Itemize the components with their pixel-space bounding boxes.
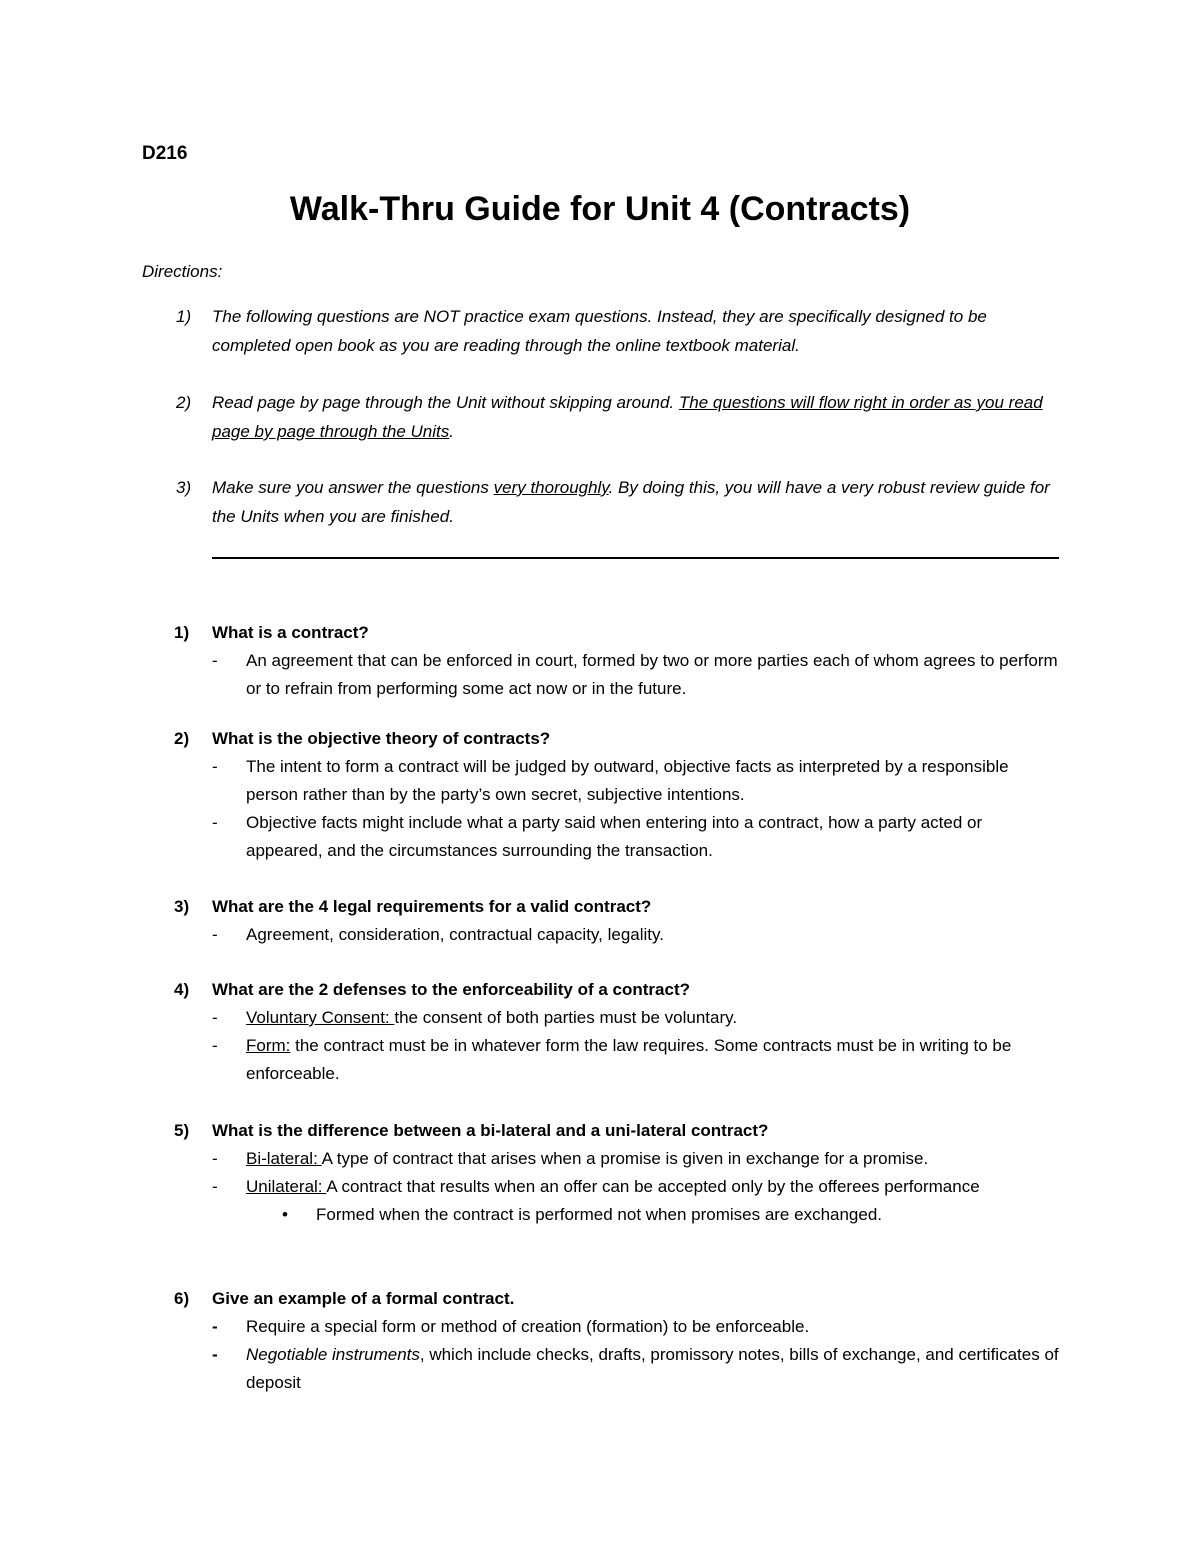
answer-text: the consent of both parties must be voluntary. bbox=[394, 1008, 738, 1027]
dash-bullet: - bbox=[212, 651, 218, 670]
question-number: 3) bbox=[174, 897, 190, 916]
sub-bullet-text: Formed when the contract is performed not when promises are exchanged. bbox=[316, 1205, 883, 1224]
direction-underlined-text: very thoroughly bbox=[493, 478, 609, 497]
answer-text: A contract that results when an offer can be accepted only by the offerees performance bbox=[326, 1177, 980, 1196]
direction-item bbox=[142, 302, 1062, 360]
question-number: 1) bbox=[174, 623, 190, 642]
question-text: What is a contract? bbox=[212, 623, 369, 642]
answer-item bbox=[212, 809, 1062, 865]
dash-bullet: - bbox=[212, 813, 218, 832]
question-block bbox=[142, 619, 1062, 703]
question-title bbox=[142, 1117, 1062, 1145]
dash-bullet: - bbox=[212, 1008, 218, 1027]
dash-bullet: - bbox=[212, 1036, 218, 1055]
question-text: What are the 4 legal requirements for a valid contract? bbox=[212, 897, 652, 916]
answer-item bbox=[212, 753, 1062, 809]
answer-term: Bi-lateral: bbox=[246, 1149, 322, 1168]
question-text: What is the difference between a bi-lateral and a uni-lateral contract? bbox=[212, 1121, 769, 1140]
direction-number: 2) bbox=[176, 393, 192, 412]
section-divider bbox=[212, 557, 1059, 559]
question-block bbox=[142, 893, 1062, 949]
question-block bbox=[142, 976, 1062, 1088]
answer-item bbox=[212, 1004, 1062, 1032]
direction-text-part: Make sure you answer the questions bbox=[212, 478, 494, 497]
question-title bbox=[142, 619, 1062, 647]
question-text: What is the objective theory of contracts? bbox=[212, 729, 551, 748]
sub-bullet-item bbox=[282, 1201, 1062, 1229]
course-code: D216 bbox=[142, 143, 188, 164]
question-block bbox=[142, 1285, 1062, 1397]
answer-item bbox=[212, 1173, 1062, 1201]
question-block bbox=[142, 725, 1062, 865]
dash-bullet: - bbox=[212, 925, 218, 944]
direction-text: The following questions are NOT practice exam questions. Instead, they are specifically designed to be completed open book as you are reading through the online textbook material. bbox=[212, 307, 987, 355]
answer-text: , which include checks, drafts, promissory notes, bills of exchange, and certificates of deposit bbox=[246, 1345, 1059, 1392]
direction-underlined-text: The questions will flow right in order as you read page by page through the Units bbox=[212, 393, 1043, 441]
question-block bbox=[142, 1117, 1062, 1229]
direction-number: 3) bbox=[176, 478, 192, 497]
answer-term: Unilateral: bbox=[246, 1177, 327, 1196]
answer-text: Require a special form or method of creation (formation) to be enforceable. bbox=[246, 1317, 810, 1336]
answer-item bbox=[212, 647, 1062, 703]
dash-bullet: - bbox=[212, 1177, 218, 1196]
direction-number: 1) bbox=[176, 307, 192, 326]
answer-text: the contract must be in whatever form the law requires. Some contracts must be in writing to be enforceable. bbox=[246, 1036, 1012, 1083]
dash-bullet: - bbox=[212, 1149, 218, 1168]
direction-item bbox=[142, 473, 1062, 531]
answer-item bbox=[212, 1313, 1062, 1341]
answer-text: Objective facts might include what a party said when entering into a contract, how a party acted or appeared, and the circumstances surrounding the transaction. bbox=[246, 813, 983, 860]
question-title bbox=[142, 893, 1062, 921]
question-number: 6) bbox=[174, 1289, 190, 1308]
direction-text-part: Read page by page through the Unit without skipping around. bbox=[212, 393, 679, 412]
question-text: Give an example of a formal contract. bbox=[212, 1289, 515, 1308]
answer-term: Form: bbox=[246, 1036, 291, 1055]
question-text: What are the 2 defenses to the enforceability of a contract? bbox=[212, 980, 690, 999]
answer-item bbox=[212, 921, 1062, 949]
answer-text: The intent to form a contract will be judged by outward, objective facts as interpreted by a responsible person rather than by the party’s own secret, subjective intentions. bbox=[246, 757, 1009, 804]
answer-item bbox=[212, 1032, 1062, 1088]
answer-text: Agreement, consideration, contractual capacity, legality. bbox=[246, 925, 664, 944]
dash-bullet: - bbox=[212, 1345, 218, 1364]
direction-text-part: . By doing this, you will have a very robust review guide for the Units when you are finished. bbox=[212, 478, 1050, 526]
dash-bullet: - bbox=[212, 1317, 218, 1336]
bullet-dot: • bbox=[282, 1205, 288, 1224]
direction-text bbox=[212, 473, 1062, 531]
question-number: 5) bbox=[174, 1121, 190, 1140]
question-number: 4) bbox=[174, 980, 190, 999]
directions-label: Directions: bbox=[142, 262, 223, 281]
answer-text: A type of contract that arises when a promise is given in exchange for a promise. bbox=[321, 1149, 929, 1168]
direction-text-part: . bbox=[449, 422, 454, 441]
answer-text: An agreement that can be enforced in court, formed by two or more parties each of whom agrees to perform or to refrain from performing some act now or in the future. bbox=[246, 651, 1058, 698]
document-title: Walk-Thru Guide for Unit 4 (Contracts) bbox=[289, 190, 911, 228]
question-title bbox=[142, 725, 1062, 753]
question-title bbox=[142, 976, 1062, 1004]
answer-term: Negotiable instruments bbox=[246, 1345, 420, 1364]
direction-item bbox=[142, 388, 1062, 446]
answer-item bbox=[212, 1341, 1062, 1397]
question-title bbox=[142, 1285, 1062, 1313]
dash-bullet: - bbox=[212, 757, 218, 776]
answer-item bbox=[212, 1145, 1062, 1173]
direction-text bbox=[212, 388, 1062, 446]
question-number: 2) bbox=[174, 729, 190, 748]
answer-term: Voluntary Consent: bbox=[246, 1008, 395, 1027]
